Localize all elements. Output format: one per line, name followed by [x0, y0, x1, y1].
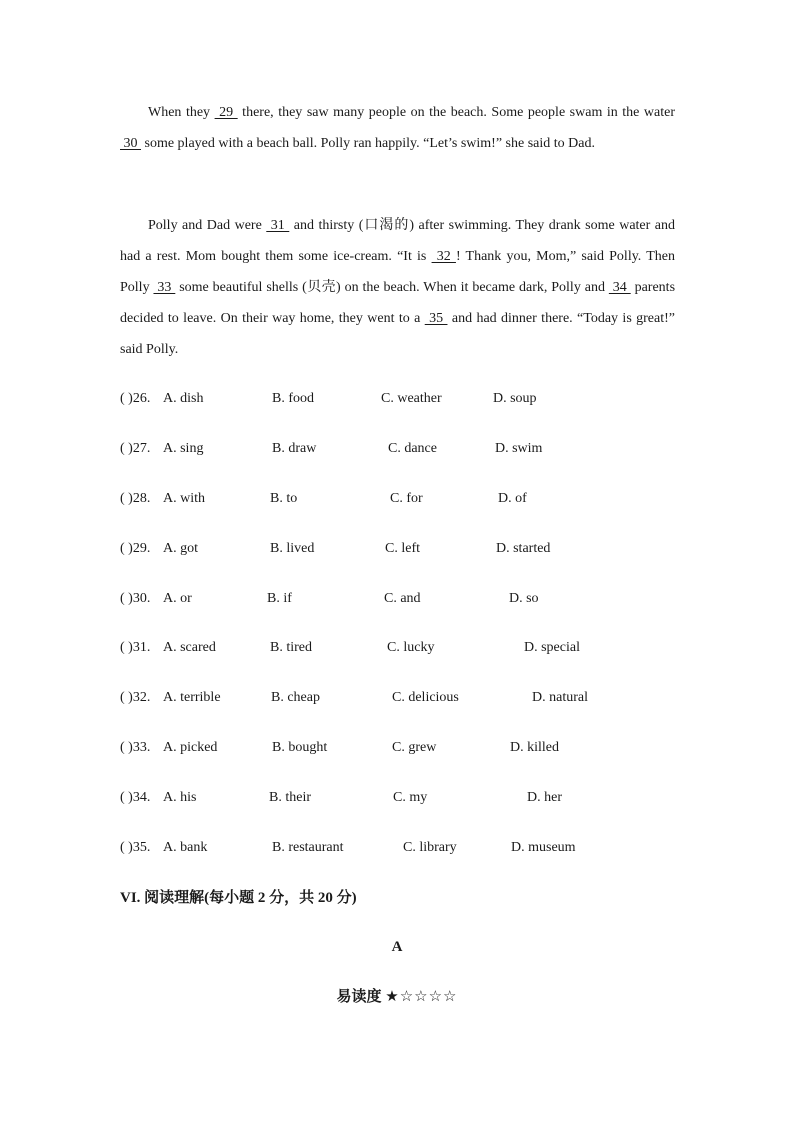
option-c: C. weather [381, 391, 442, 406]
option-c: C. lucky [387, 640, 435, 656]
question-number: ( )35. [120, 840, 151, 856]
option-c: C. and [384, 590, 421, 606]
option-d: D. so [509, 590, 539, 606]
option-d: D. swim [495, 440, 543, 456]
blank-33: 33 [153, 280, 176, 295]
question-number: ( )34. [120, 790, 151, 806]
option-a: A. with [163, 490, 205, 506]
option-c: C. grew [392, 740, 437, 756]
blank-32: 32 [431, 249, 456, 264]
difficulty-line [0, 983, 794, 1011]
blank-34: 34 [608, 280, 631, 295]
blank-31: 31 [266, 218, 290, 233]
option-a: A. dish [163, 391, 204, 406]
option-c: C. library [403, 840, 457, 856]
question-row [120, 485, 680, 535]
passage-text: Polly and Dad were [148, 218, 267, 233]
option-d: D. of [498, 490, 527, 506]
question-row [120, 535, 680, 585]
option-d: D. soup [493, 391, 537, 406]
option-b: B. draw [272, 440, 317, 456]
option-c: C. left [385, 540, 420, 556]
option-a: A. his [163, 790, 197, 806]
option-b: B. cheap [271, 690, 320, 706]
option-d: D. natural [532, 690, 588, 706]
question-number: ( )31. [120, 640, 151, 656]
option-b: B. lived [270, 540, 315, 556]
passage-paragraph-2 [120, 210, 675, 365]
question-number: ( )33. [120, 740, 151, 756]
question-list [120, 385, 680, 884]
passage-text: ! Thank you, Mom,” said Polly. Then Polly [120, 249, 675, 295]
option-d: D. special [524, 640, 580, 656]
option-c: C. for [390, 490, 423, 506]
question-number: ( )28. [120, 490, 151, 506]
passage-text: and thirsty (口渴的) after swimming. They drank some water and had a rest. Mom bought them some ice-cream. “It is [120, 218, 676, 264]
blank-29: 29 [214, 105, 238, 120]
option-b: B. their [269, 790, 311, 806]
question-row [120, 385, 680, 435]
option-d: D. her [527, 790, 562, 806]
difficulty-stars: ★☆☆☆☆ [385, 989, 458, 1005]
question-row [120, 585, 680, 635]
option-d: D. started [496, 540, 551, 556]
question-row [120, 734, 680, 784]
question-number: ( )27. [120, 440, 151, 456]
passage-text: When they [148, 105, 215, 120]
section-title: VI. 阅读理解(每小题 2 分，共 20 分) [120, 890, 357, 906]
option-b: B. restaurant [272, 840, 344, 856]
option-a: A. bank [163, 840, 208, 856]
option-b: B. bought [272, 740, 328, 756]
option-c: C. my [393, 790, 428, 806]
blank-30: 30 [120, 136, 141, 151]
blank-35: 35 [424, 311, 448, 326]
option-d: D. museum [511, 840, 576, 856]
option-c: C. delicious [392, 690, 459, 706]
question-number: ( )32. [120, 690, 151, 706]
passage-text: some played with a beach ball. Polly ran happily. “Let’s swim!” she said to Dad. [141, 136, 595, 151]
question-number: ( )26. [120, 391, 151, 406]
option-a: A. got [163, 540, 198, 556]
passage-text: parents decided to leave. On their way home, they went to a [120, 280, 676, 326]
passage-text: there, they saw many people on the beach. Some people swam in the water [237, 105, 676, 120]
option-a: A. sing [163, 440, 204, 456]
option-b: B. if [267, 590, 292, 606]
passage-text: and had dinner there. “Today is great!” said Polly. [120, 311, 675, 357]
option-b: B. tired [270, 640, 312, 656]
option-c: C. dance [388, 440, 437, 456]
question-number: ( )29. [120, 540, 151, 556]
option-b: B. food [272, 391, 314, 406]
option-d: D. killed [510, 740, 559, 756]
option-a: A. picked [163, 740, 218, 756]
question-row [120, 784, 680, 834]
option-a: A. scared [163, 640, 216, 656]
passage-paragraph-1 [120, 97, 675, 159]
part-label: A [391, 939, 403, 955]
question-number: ( )30. [120, 590, 151, 606]
passage-text: some beautiful shells (贝壳) on the beach. When it became dark, Polly and [175, 280, 609, 295]
option-a: A. or [163, 590, 192, 606]
question-row [120, 634, 680, 684]
difficulty-label: 易读度 [336, 989, 382, 1005]
question-row [120, 684, 680, 734]
option-b: B. to [270, 490, 298, 506]
option-a: A. terrible [163, 690, 221, 706]
question-row [120, 834, 680, 884]
question-row [120, 435, 680, 485]
